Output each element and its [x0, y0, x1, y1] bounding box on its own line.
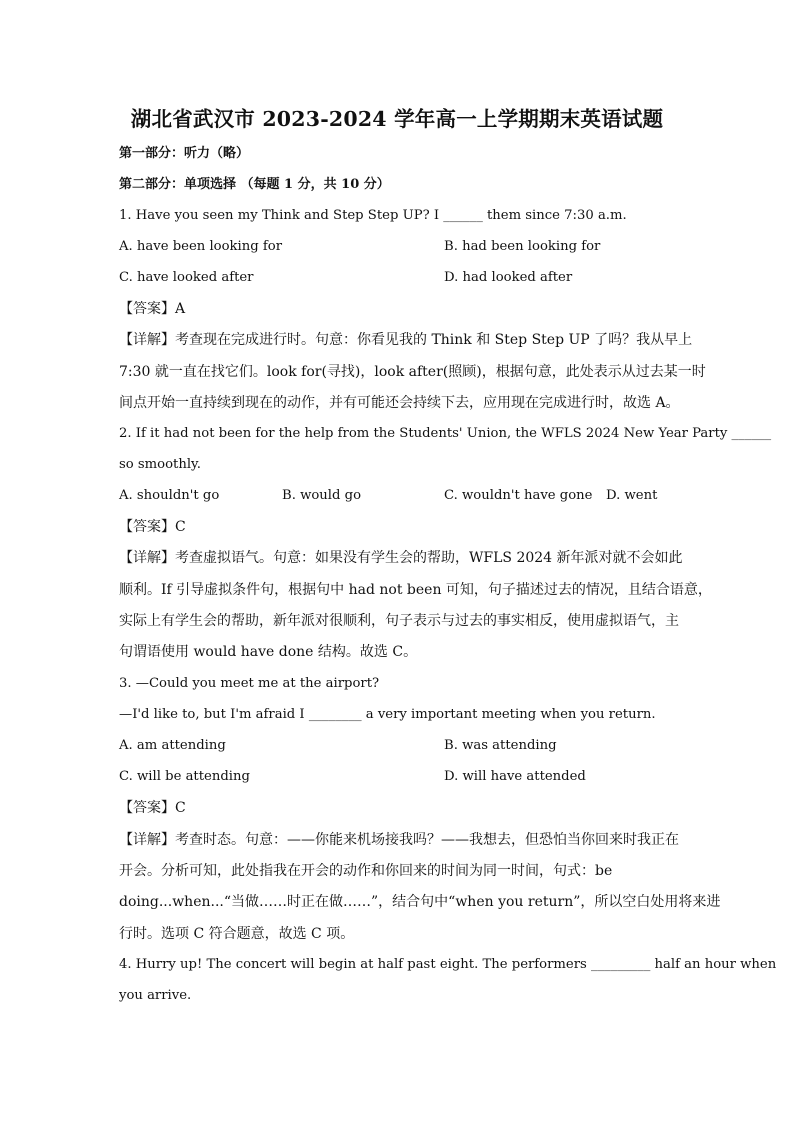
question-3-option-b: B. was attending [444, 738, 557, 753]
question-3-option-c: C. will be attending [119, 769, 250, 784]
question-3-detail-line: 【详解】考查时态。句意：——你能来机场接我吗？——我想去，但恐怕当你回来时我正在 [119, 832, 679, 848]
section-heading-single-choice: 第二部分：单项选择 （每题 1 分，共 10 分） [119, 177, 390, 192]
question-2-detail-line: 句谓语使用 would have done 结构。故选 C。 [119, 644, 418, 660]
question-3-option-a: A. am attending [119, 738, 226, 753]
question-2-option-c: C. wouldn't have gone [444, 488, 593, 503]
question-2-option-d: D. went [606, 488, 658, 503]
question-4-text: 4. Hurry up! The concert will begin at half past eight. The performers _________ half an hour when [119, 957, 777, 972]
question-2-option-b: B. would go [282, 488, 362, 503]
question-2-text: 2. If it had not been for the help from the Students' Union, the WFLS 2024 New Year Party ______ [119, 426, 772, 441]
question-3-option-d: D. will have attended [444, 769, 586, 784]
question-3-detail-line: doing...when...“当做……时正在做……”，结合句中“when you return”，所以空白处用将来进 [119, 894, 721, 910]
question-1-detail-line: 【详解】考查现在完成进行时。句意：你看见我的 Think 和 Step Step UP 了吗？我从早上 [119, 332, 693, 348]
question-1-option-b: B. had been looking for [444, 239, 601, 254]
question-1-option-d: D. had looked after [444, 270, 573, 285]
question-3-answer: 【答案】C [119, 800, 186, 816]
question-1-option-c: C. have looked after [119, 270, 254, 285]
question-1-text: 1. Have you seen my Think and Step Step UP? I ______ them since 7:30 a.m. [119, 208, 627, 223]
question-3-text: 3. —Could you meet me at the airport? [119, 676, 380, 691]
question-1-detail-line: 间点开始一直持续到现在的动作，并有可能还会持续下去，应用现在完成进行时，故选 A。 [119, 395, 680, 411]
page-title: 湖北省武汉市 2023-2024 学年高一上学期期末英语试题 [130, 107, 664, 131]
question-1-option-a: A. have been looking for [119, 239, 283, 254]
question-2-detail-line: 【详解】考查虚拟语气。句意：如果没有学生会的帮助，WFLS 2024 新年派对就不会如此 [119, 550, 683, 566]
question-2-answer: 【答案】C [119, 519, 186, 535]
question-4-text: you arrive. [119, 988, 192, 1003]
question-2-detail-line: 实际上有学生会的帮助，新年派对很顺利，句子表示与过去的事实相反，使用虚拟语气，主 [119, 613, 679, 629]
question-1-answer: 【答案】A [119, 301, 186, 317]
question-2-option-a: A. shouldn't go [119, 488, 220, 503]
section-heading-listening: 第一部分：听力（略） [119, 146, 250, 161]
question-2-text: so smoothly. [119, 457, 201, 472]
question-1-detail-line: 7:30 就一直在找它们。look for(寻找)，look after(照顾)，根据句意，此处表示从过去某一时 [119, 364, 706, 380]
question-3-detail-line: 开会。分析可知，此处指我在开会的动作和你回来的时间为同一时间，句式：be [119, 863, 613, 879]
question-3-text: —I'd like to, but I'm afraid I ________ a very important meeting when you return. [119, 707, 656, 722]
question-2-detail-line: 顺利。If 引导虚拟条件句，根据句中 had not been 可知，句子描述过去的情况，且结合语意， [119, 582, 712, 598]
question-3-detail-line: 行时。选项 C 符合题意，故选 C 项。 [119, 926, 355, 942]
